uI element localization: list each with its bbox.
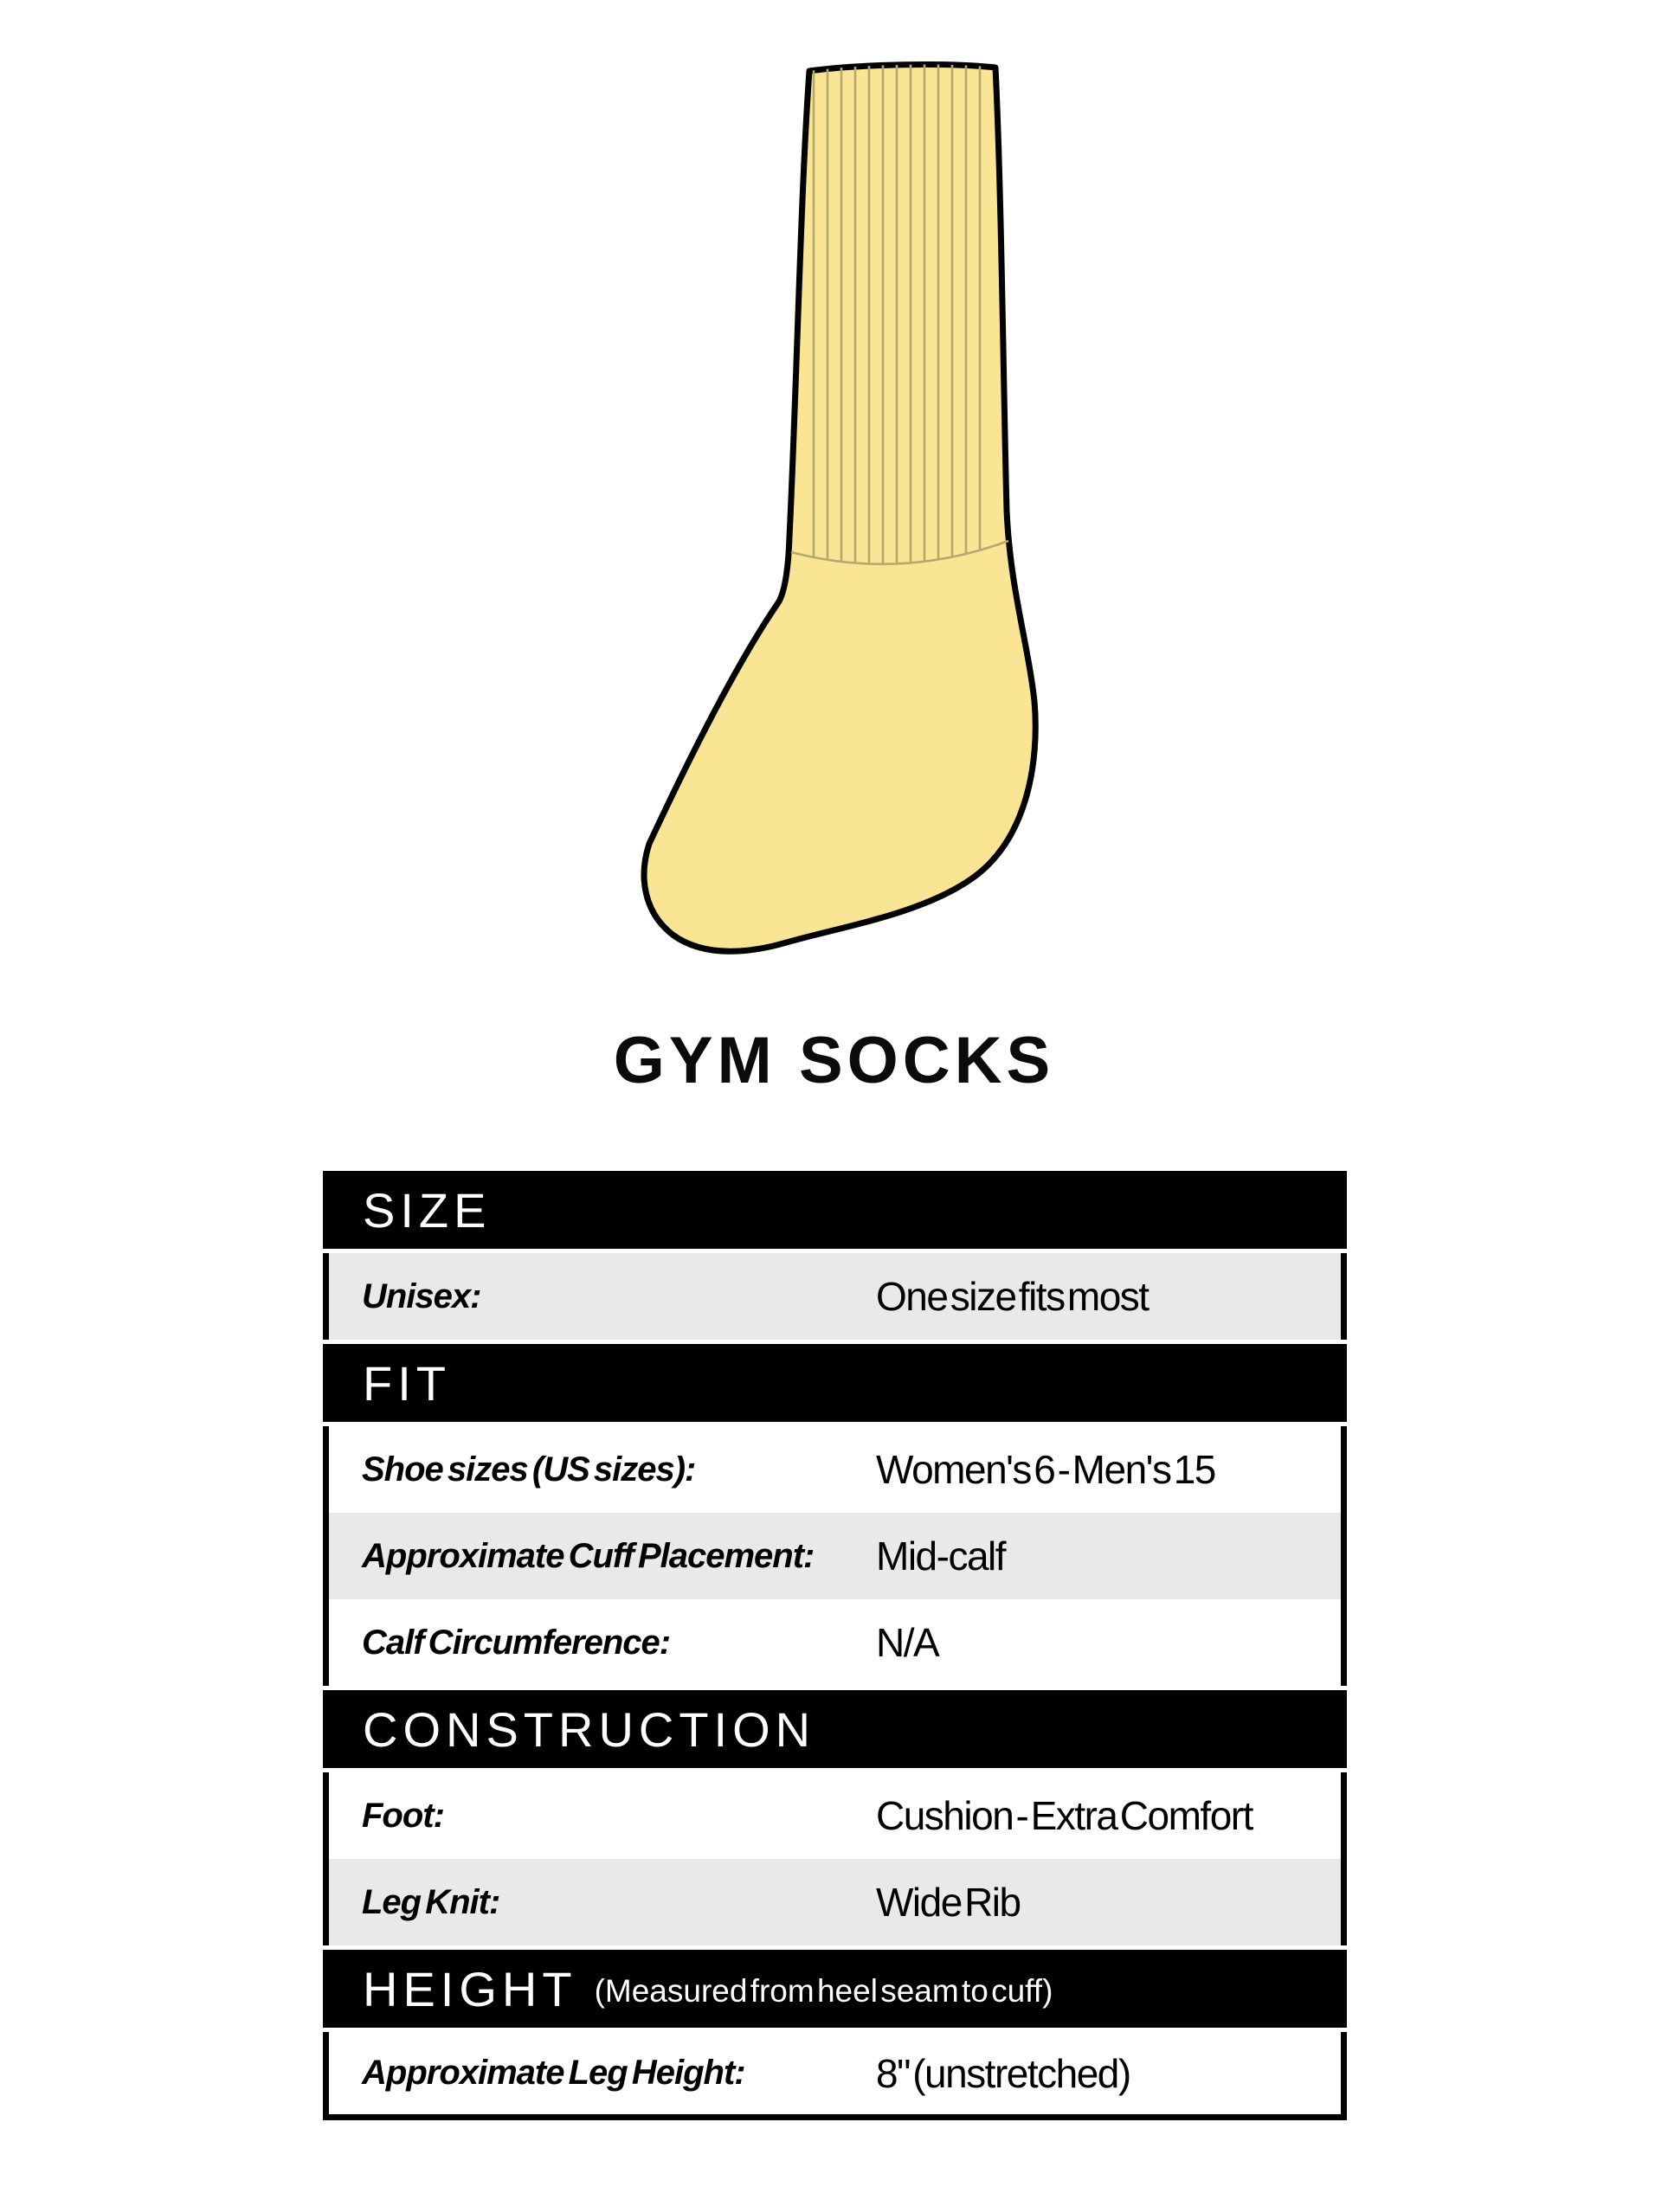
row-label: Foot: <box>362 1796 444 1835</box>
table-row-shoe-sizes <box>323 1426 1347 1513</box>
page-title: GYM SOCKS <box>613 1024 1055 1097</box>
section-header-size <box>323 1171 1347 1249</box>
row-label: Approximate Leg Height: <box>362 2054 745 2092</box>
section-note: (Measured from heel seam to cuff) <box>594 1973 1053 2009</box>
section-title: CONSTRUCTION <box>363 1701 816 1757</box>
section-title: FIT <box>363 1355 451 1411</box>
spec-table <box>323 1171 1347 2120</box>
row-value: Mid-calf <box>876 1534 1006 1579</box>
row-label: Leg Knit: <box>362 1882 500 1921</box>
sock-illustration <box>619 35 1060 978</box>
row-label: Approximate Cuff Placement: <box>362 1536 815 1575</box>
section-title: SIZE <box>363 1182 492 1238</box>
table-row-leg-knit <box>323 1859 1347 1945</box>
row-value: N/A <box>876 1620 939 1665</box>
row-value: 8" (unstretched) <box>876 2050 1130 2096</box>
row-label: Shoe sizes (US sizes): <box>362 1450 696 1489</box>
row-value: Women's 6 - Men's 15 <box>876 1447 1215 1492</box>
table-row-calf-circumference <box>323 1599 1347 1686</box>
section-header-height <box>323 1950 1347 2028</box>
table-row-unisex <box>323 1253 1347 1340</box>
section-header-fit <box>323 1344 1347 1422</box>
table-row-leg-height <box>323 2032 1347 2120</box>
row-value: Wide Rib <box>876 1880 1021 1925</box>
table-row-foot <box>323 1772 1347 1859</box>
row-value: Cushion - Extra Comfort <box>876 1793 1253 1838</box>
sock-body <box>644 65 1035 952</box>
section-title: HEIGHT <box>363 1961 577 2016</box>
section-header-construction <box>323 1690 1347 1768</box>
row-value: One size fits most <box>876 1274 1149 1319</box>
row-label: Unisex: <box>362 1276 481 1315</box>
sock-svg <box>619 35 1060 978</box>
row-label: Calf Circumference: <box>362 1623 671 1662</box>
table-row-cuff-placement <box>323 1513 1347 1599</box>
